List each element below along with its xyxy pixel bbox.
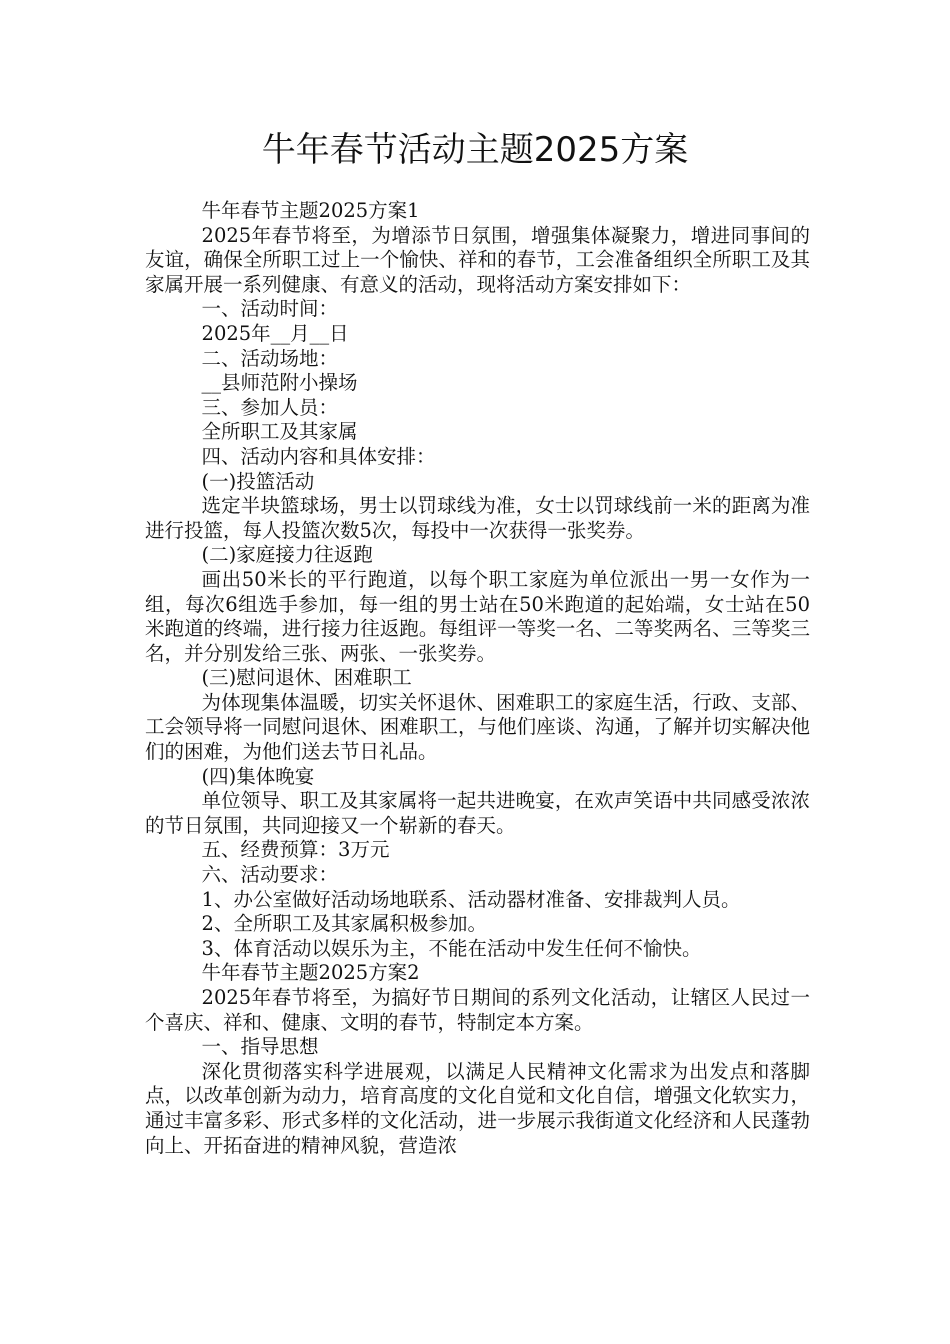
- sub-heading: (三)慰问退休、困难职工: [201, 666, 412, 690]
- section-heading: 牛年春节主题2025方案2: [201, 961, 420, 985]
- item-heading: 三、参加人员：: [201, 395, 339, 419]
- list-item: 1、办公室做好活动场地联系、活动器材准备、安排裁判人员。: [201, 887, 741, 911]
- list-item: 2、全所职工及其家属积极参加。: [201, 912, 487, 936]
- paragraph: 2025年春节将至，为搞好节日期间的系列文化活动，让辖区人民过一个喜庆、祥和、健康、文明的春节，特制定本方案。: [145, 986, 810, 1034]
- paragraph: 选定半块篮球场，男士以罚球线为准，女士以罚球线前一米的距离为准进行投篮，每人投篮次数5次，每投中一次获得一张奖券。: [145, 494, 810, 542]
- paragraph: 单位领导、职工及其家属将一起共进晚宴，在欢声笑语中共同感受浓浓的节日氛围，共同迎接又一个崭新的春天。: [145, 789, 810, 837]
- section-heading: 牛年春节主题2025方案1: [201, 199, 420, 222]
- item-heading: 六、活动要求：: [201, 863, 339, 887]
- paragraph: 为体现集体温暖，切实关怀退休、困难职工的家庭生活，行政、支部、工会领导将一同慰问退休、困难职工，与他们座谈、沟通，了解并切实解决他们的困难，为他们送去节日礼品。: [145, 690, 810, 764]
- item-heading: 二、活动场地：: [201, 346, 339, 370]
- sub-heading: (一)投篮活动: [201, 469, 315, 493]
- sub-heading: (四)集体晚宴: [201, 764, 315, 788]
- document-body: [145, 199, 810, 1158]
- paragraph: 2025年春节将至，为增添节日氛围，增强集体凝聚力，增进同事间的友谊，确保全所职工过上一个愉快、祥和的春节，工会准备组织全所职工及其家属开展一系列健康、有意义的活动，现将活动方案安排如下：: [145, 223, 810, 296]
- item-heading: 五、经费预算：3万元: [201, 838, 390, 862]
- list-item: 3、体育活动以娱乐为主，不能在活动中发生任何不愉快。: [201, 936, 702, 960]
- paragraph: 深化贯彻落实科学进展观，以满足人民精神文化需求为出发点和落脚点，以改革创新为动力，培育高度的文化自觉和文化自信，增强文化软实力，通过丰富多彩、形式多样的文化活动，进一步展示我街道文化经济和人民蓬勃向上、开拓奋进的精神风貌，营造浓: [145, 1059, 810, 1157]
- paragraph: 2025年__月__日: [201, 321, 349, 345]
- item-heading: 四、活动内容和具体安排：: [201, 444, 436, 468]
- paragraph: 画出50米长的平行跑道，以每个职工家庭为单位派出一男一女作为一组，每次6组选手参加，每一组的男士站在50米跑道的起始端，女士站在50米跑道的终端，进行接力往返跑。每组评一等奖一名、二等奖两名、三等奖三名，并分别发给三张、两张、一张奖券。: [145, 567, 810, 665]
- item-heading: 一、活动时间：: [201, 297, 339, 321]
- item-heading: 一、指导思想: [201, 1035, 319, 1059]
- sub-heading: (二)家庭接力往返跑: [201, 543, 373, 567]
- document-title: 牛年春节活动主题2025方案: [261, 130, 689, 170]
- paragraph: __县师范附小操场: [201, 371, 358, 395]
- paragraph: 全所职工及其家属: [201, 420, 358, 444]
